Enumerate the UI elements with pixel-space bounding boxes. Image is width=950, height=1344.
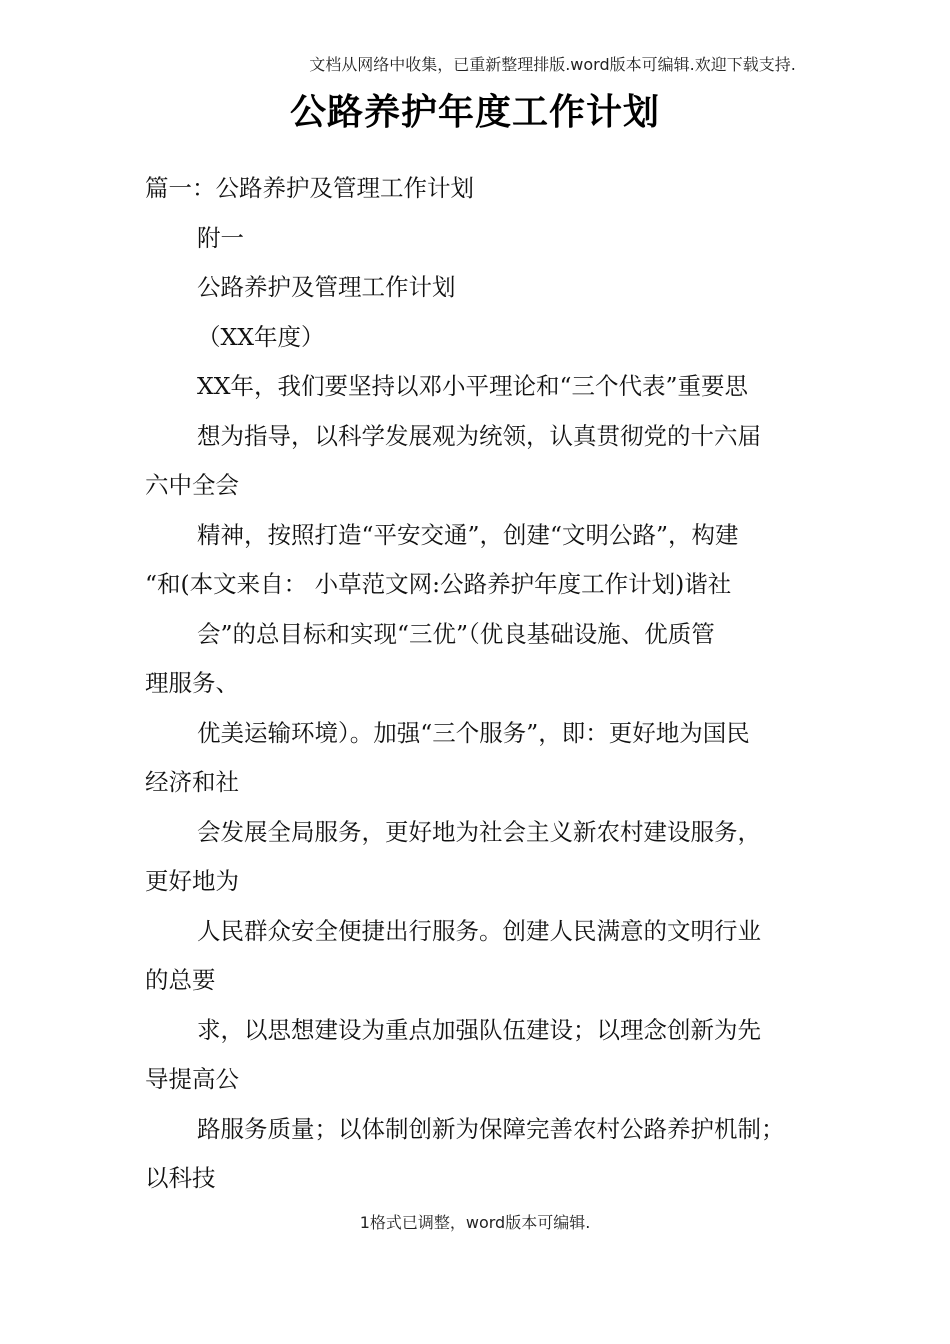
footer-note: 1格式已调整，word版本可编辑. (359, 1213, 591, 1232)
body-line: 更好地为 (145, 867, 239, 895)
body-line: “和(本文来自： 小草范文网:公路养护年度工作计划)谐社 (145, 570, 732, 598)
body-line: 优美运输环境）。加强“三个服务”，即：更好地为国民 (197, 718, 750, 747)
body-line: 以科技 (145, 1164, 216, 1192)
header-note: 文档从网络中收集，已重新整理排版.word版本可编辑.欢迎下载支持. (309, 55, 796, 74)
body-line: XX年，我们要坚持以邓小平理论和“三个代表”重要思 (197, 372, 748, 400)
body-line: 经济和社 (145, 768, 239, 796)
document-body (145, 164, 825, 1204)
body-line: 附一 (197, 223, 244, 252)
body-line: 路服务质量；以体制创新为保障完善农村公路养护机制； (197, 1114, 785, 1143)
body-line: （XX年度） (197, 322, 325, 351)
body-line: 会发展全局服务，更好地为社会主义新农村建设服务， (197, 817, 761, 846)
body-line: 公路养护及管理工作计划 (197, 273, 456, 301)
section-heading: 篇一：公路养护及管理工作计划 (145, 174, 474, 202)
body-line: 六中全会 (145, 471, 239, 499)
document-title: 公路养护年度工作计划 (289, 92, 660, 133)
body-line: 求，以思想建设为重点加强队伍建设；以理念创新为先 (197, 1015, 761, 1044)
body-line: 的总要 (145, 966, 216, 994)
body-line: 导提高公 (145, 1065, 239, 1093)
body-line: 想为指导，以科学发展观为统领，认真贯彻党的十六届 (197, 421, 761, 450)
body-line: 理服务、 (145, 669, 239, 697)
body-line: 精神，按照打造“平安交通”，创建“文明公路”，构建 (197, 520, 739, 549)
body-line: 会”的总目标和实现“三优”（优良基础设施、优质管 (197, 619, 715, 648)
body-line: 人民群众安全便捷出行服务。创建人民满意的文明行业 (197, 916, 761, 945)
